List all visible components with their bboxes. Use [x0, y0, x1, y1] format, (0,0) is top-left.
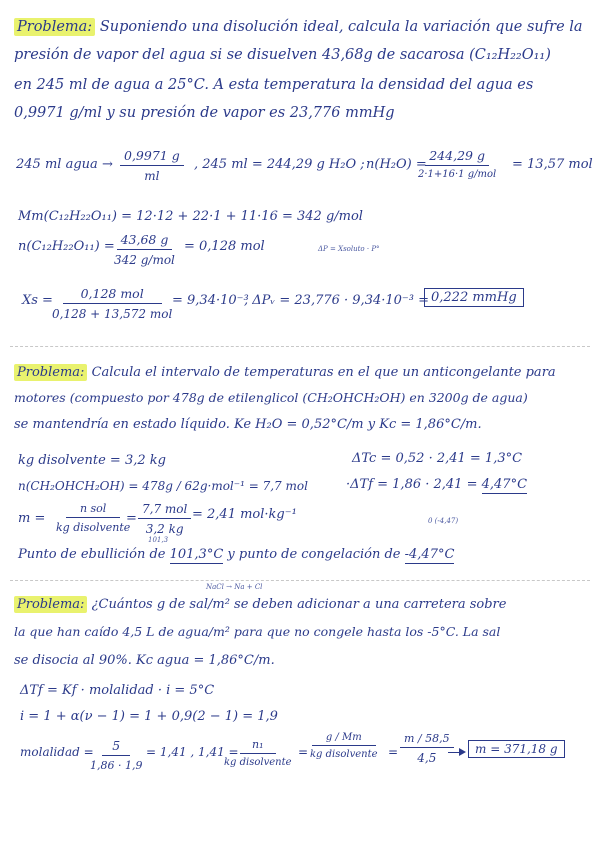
water-volume-label: 245 ml agua	[16, 157, 98, 172]
density-fraction	[120, 148, 184, 183]
grams-over-molar-mass-numerator: g / Mm	[312, 732, 376, 746]
section-divider	[10, 346, 590, 347]
mole-fraction-numerator: 0,128 mol	[63, 286, 162, 304]
molality-value-numerator: 7,7 mol	[138, 502, 191, 519]
water-mass-result: , 245 ml = 244,29 g H₂O ;	[194, 157, 365, 172]
mol-sucrose-fraction	[114, 232, 175, 267]
problem-1-statement-line-1: Problema: Suponiendo una disolución ideal, calcula la variación que sufre la	[14, 20, 583, 35]
boiling-note: 101,3	[148, 536, 169, 544]
mass-denominator: 4,5	[417, 751, 437, 765]
mass-fraction	[400, 732, 454, 765]
freezing-point-drop: ·ΔTf = 1,86 · 2,41 = 4,47°C	[346, 477, 528, 492]
mol-water-numerator: 244,29 g	[425, 148, 489, 166]
problem-3-statement-line-3: se disocia al 90%. Kc agua = 1,86°C/m.	[14, 653, 275, 668]
section-divider	[10, 580, 590, 581]
boiling-point-rise: ΔTc = 0,52 · 2,41 = 1,3°C	[352, 451, 523, 466]
mole-fraction-result: = 9,34·10⁻³	[172, 293, 249, 308]
mol-sucrose-numerator: 43,68 g	[117, 232, 173, 250]
glycol-moles: n(CH₂OHCH₂OH) = 478g / 62g·mol⁻¹ = 7,7 mol	[18, 479, 308, 493]
mole-fraction-denominator: 0,128 + 13,572 mol	[52, 307, 173, 321]
molality-equals: =	[126, 511, 137, 526]
problem-1-statement-line-4: 0,9971 g/ml y su presión de vapor es 23,776 mmHg	[14, 105, 395, 121]
moles-over-kg-fraction	[224, 738, 292, 768]
problem-3-statement-line-1: Problema: ¿Cuántos g de sal/m² se deben adicionar a una carretera sobre	[14, 598, 506, 611]
freezing-point-value: -4,47°C	[404, 547, 455, 562]
molality-label: m =	[18, 511, 46, 526]
density-numerator: 0,9971 g	[120, 148, 184, 166]
freezing-note: 0 (-4,47)	[428, 517, 459, 525]
molality-label: molalidad =	[20, 745, 94, 759]
arrow-icon: →	[102, 157, 113, 172]
molality-value-denominator: 3,2 kg	[145, 522, 184, 536]
mol-water-result: = 13,57 mol	[512, 157, 593, 172]
problem-2-statement-line-3: se mantendría en estado líquido. Ke H₂O = 0,52°C/m y Kc = 1,86°C/m.	[14, 417, 482, 432]
pressure-drop-answer: 0,222 mmHg	[424, 288, 524, 307]
temperature-interval-conclusion: Punto de ebullición de 101,3°C y punto de congelación de -4,47°C	[18, 547, 455, 562]
mol-water-label: n(H₂O) =	[366, 157, 427, 172]
dissociation-note: NaCl → Na + Cl	[206, 583, 263, 591]
problem-1-statement-line-3: en 245 ml de agua a 25°C. A esta temperatura la densidad del agua es	[14, 77, 534, 93]
vant-hoff-factor: i = 1 + α(ν − 1) = 1 + 0,9(2 − 1) = 1,9	[20, 709, 278, 724]
molality-equation-start: 1,41 =	[198, 745, 239, 759]
density-denominator: ml	[144, 169, 160, 183]
equals-sign: =	[298, 745, 309, 759]
molality-result: = 1,41 ,	[146, 745, 195, 759]
freezing-point-drop-value: 4,47°C	[481, 477, 528, 492]
mol-sucrose-result: = 0,128 mol	[184, 239, 265, 254]
problem-3-statement-line-2: la que han caído 4,5 L de agua/m² para que no congele hasta los -5°C. La sal	[14, 624, 501, 639]
grams-over-molar-mass-denominator: kg disolvente	[310, 749, 378, 760]
sucrose-molar-mass: Mm(C₁₂H₂₂O₁₁) = 12·12 + 22·1 + 11·16 = 342 g/mol	[18, 209, 363, 224]
molality-result: = 2,41 mol·kg⁻¹	[192, 507, 297, 522]
salt-mass-answer: m = 371,18 g	[468, 740, 565, 758]
molality-fraction	[90, 738, 142, 772]
problem-3-heading: Problema:	[14, 596, 87, 613]
mol-water-fraction	[418, 148, 496, 180]
molality-def-fraction	[56, 502, 130, 534]
moles-over-kg-denominator: kg disolvente	[224, 757, 292, 768]
pressure-drop-calc: , ΔPᵥ = 23,776 · 9,34·10⁻³ =	[244, 293, 430, 308]
moles-over-kg-numerator: n₁	[240, 738, 276, 754]
molality-value-fraction	[138, 502, 191, 536]
mass-numerator: m / 58,5	[400, 732, 454, 748]
equals-sign: =	[388, 745, 399, 759]
problem-1-statement-line-2: presión de vapor del agua si se disuelven 43,68g de sacarosa (C₁₂H₂₂O₁₁)	[14, 47, 551, 63]
problem-2-statement-line-2: motores (compuesto por 478g de etilenglicol (CH₂OHCH₂OH) en 3200g de agua)	[14, 390, 528, 405]
problem-2-statement-line-1: Problema: Calcula el intervalo de temperaturas en el que un anticongelante para	[14, 366, 556, 379]
mol-sucrose-label: n(C₁₂H₂₂O₁₁) =	[18, 239, 115, 254]
mol-sucrose-denominator: 342 g/mol	[114, 253, 175, 267]
problem-1-heading: Problema:	[14, 18, 95, 36]
mole-fraction-label: Xs =	[22, 293, 53, 308]
arrow-icon	[448, 752, 464, 753]
molality-denominator: 1,86 · 1,9	[90, 759, 143, 772]
molality-def-numerator: n sol	[66, 502, 120, 518]
molality-def-denominator: kg disolvente	[56, 521, 131, 534]
solvent-mass: kg disolvente = 3,2 kg	[18, 453, 166, 468]
mol-water-denominator: 2·1+16·1 g/mol	[418, 169, 497, 180]
boiling-point-value: 101,3°C	[169, 547, 224, 562]
raoult-side-note: ΔP = Xsoluto · P°	[318, 245, 380, 253]
problem-2-heading: Problema:	[14, 364, 87, 381]
grams-over-molar-mass-fraction	[310, 732, 378, 760]
freezing-depression-equation: ΔTf = Kf · molalidad · i = 5°C	[20, 683, 215, 698]
molality-numerator: 5	[102, 738, 130, 756]
mole-fraction-fraction	[52, 286, 172, 321]
